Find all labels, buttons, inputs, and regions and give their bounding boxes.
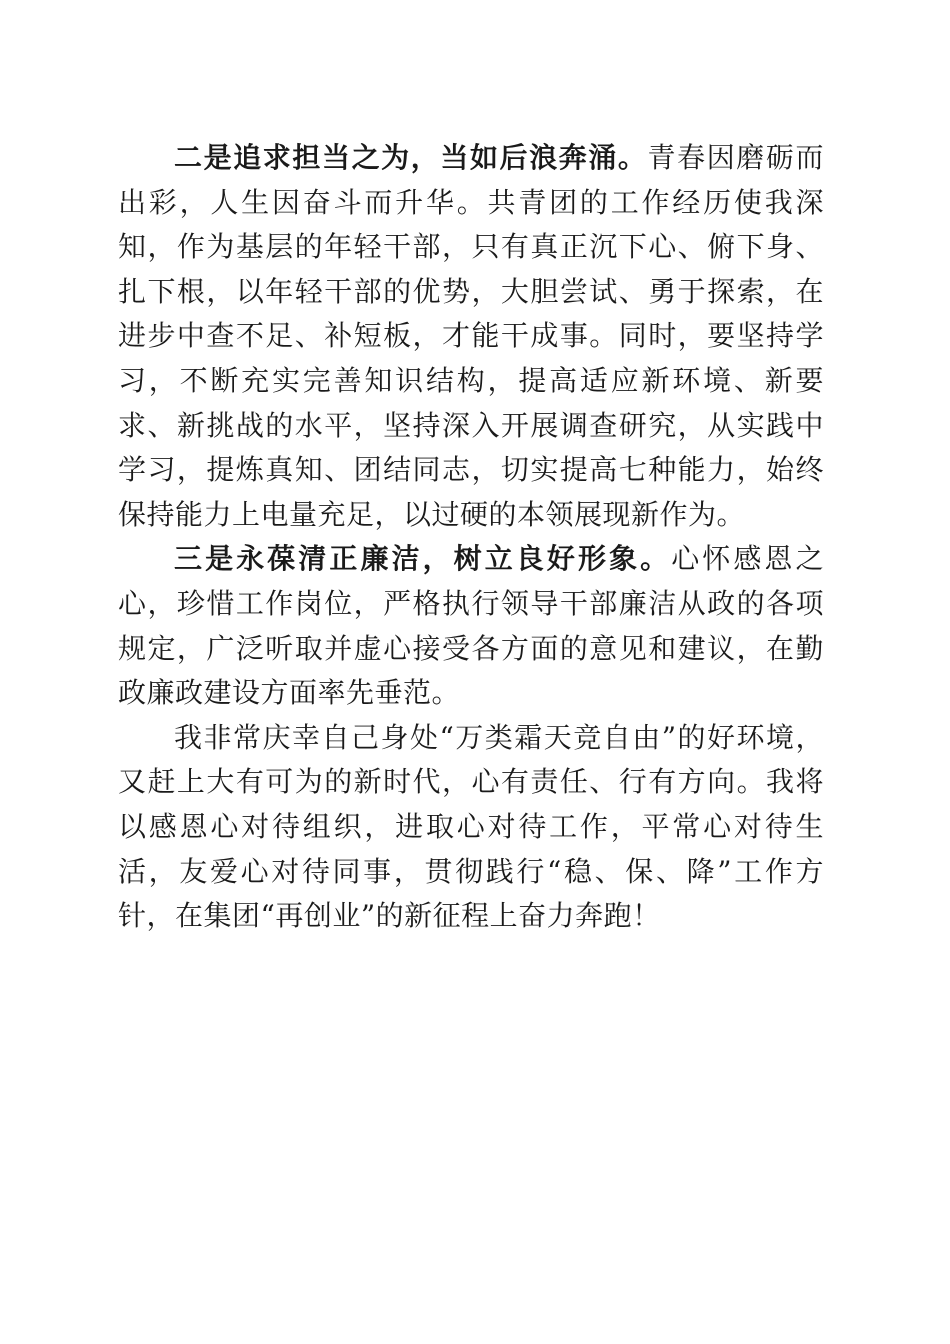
- paragraph-lead: 二是追求担当之为，当如后浪奔涌。: [174, 141, 648, 174]
- paragraph-integrity: [118, 537, 824, 715]
- paragraph-conclusion: [118, 716, 824, 939]
- paragraph-lead: 三是永葆清正廉洁，树立良好形象。: [174, 542, 672, 576]
- paragraph-text: 青春因磨砺而出彩，人生因奋斗而升华。共青团的工作经历使我深知，作为基层的年轻干部，只有真正沉下心、俯下身、扎下根，以年轻干部的优势，大胆尝试、勇于探索，在进步中查不足、补短板，才能干成事。同时，要坚持学习，不断充实完善知识结构，提高适应新环境、新要求、新挑战的水平，坚持深入开展调查研究，从实践中学习，提炼真知、团结同志，切实提高七种能力，始终保持能力上电量充足，以过硬的本领展现新作为。: [118, 141, 824, 531]
- document-body: [118, 136, 824, 939]
- paragraph-responsibility: [118, 136, 824, 537]
- paragraph-text: 心怀感恩之心，珍惜工作岗位，严格执行领导干部廉洁从政的各项规定，广泛听取并虚心接受各方面的意见和建议，在勤政廉政建设方面率先垂范。: [118, 542, 824, 710]
- paragraph-text: 我非常庆幸自己身处“万类霜天竞自由”的好环境，又赶上大有可为的新时代，心有责任、行有方向。我将以感恩心对待组织，进取心对待工作，平常心对待生活，友爱心对待同事，贯彻践行“稳、保、降”工作方针，在集团“再创业”的新征程上奋力奔跑！: [118, 720, 824, 933]
